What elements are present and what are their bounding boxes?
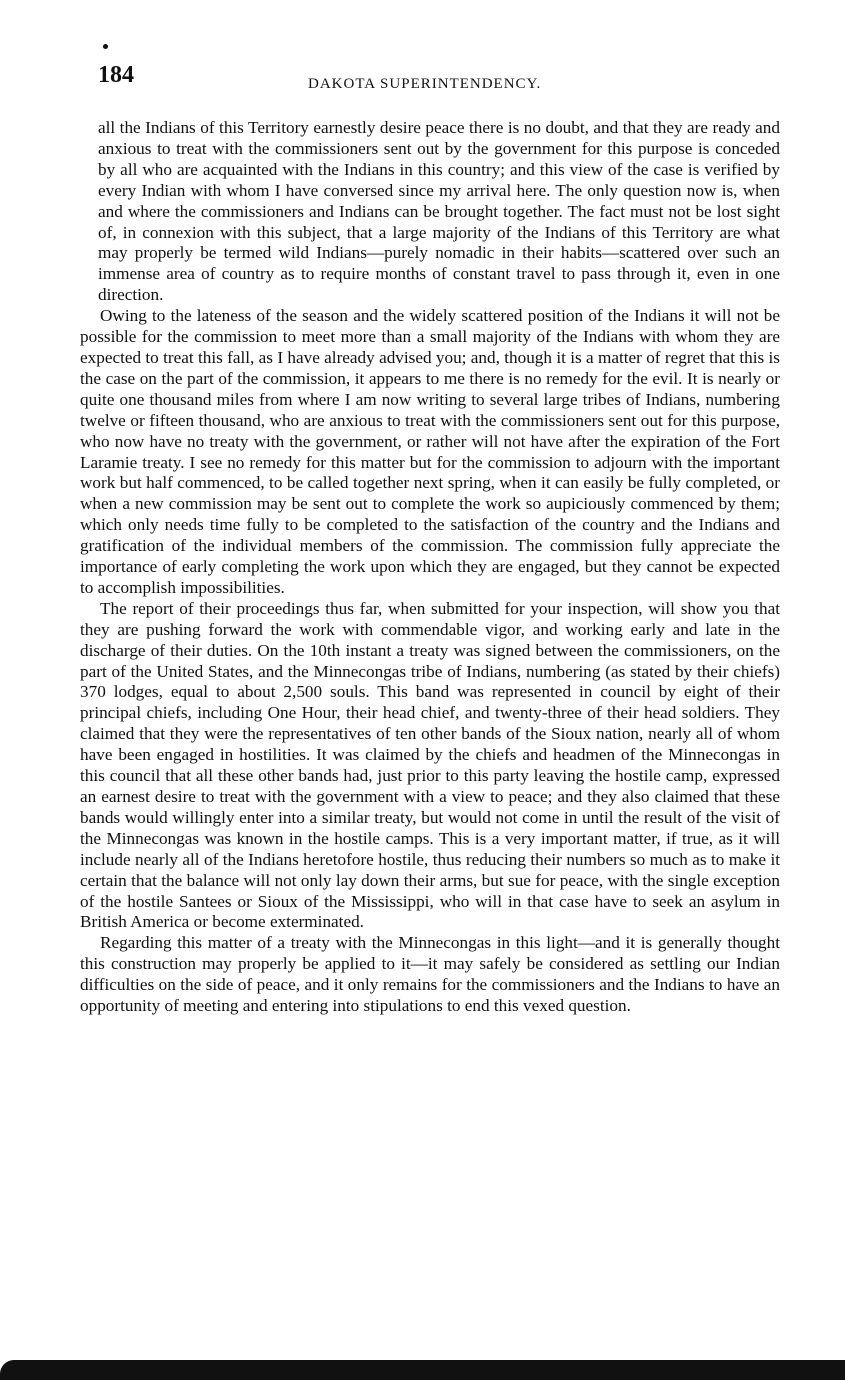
body-text — [80, 118, 780, 1017]
paragraph: The report of their proceedings thus far, when submitted for your inspection, will show you that they are pushing forward the work with commendable vigor, and working early and late in the discharge of their duties. On the 10th instant a treaty was signed between the commissioners, on the part of the United States, and the Minnecongas tribe of Indians, numbering (as stated by their chiefs) 370 lodges, equal to about 2,500 souls. This band was represented in council by eight of their principal chiefs, including One Hour, their head chief, and twenty-three of their head soldiers. They claimed that they were the representatives of ten other bands of the Sioux nation, nearly all of whom have been engaged in hostilities. It was claimed by the chiefs and headmen of the Minnecongas in this council that all these other bands had, just prior to this party leaving the hostile camp, expressed an earnest desire to treat with the government with a view to peace; and they also claimed that these bands would willingly enter into a similar treaty, but would not come in until the result of the visit of the Minnecongas was known in the hostile camps. This is a very important matter, if true, as it will include nearly all of the Indians heretofore hostile, thus reducing their numbers so much as to make it certain that the balance will not only lay down their arms, but sue for peace, with the single exception of the hostile Santees or Sioux of the Mississippi, who will in that case have to seek an asylum in British America or become exterminated. — [80, 598, 780, 932]
running-head: DAKOTA SUPERINTENDENCY. — [308, 76, 542, 92]
page-number: 184 — [98, 62, 134, 88]
paragraph: Owing to the lateness of the season and the widely scattered position of the Indians it will not be possible for the commission to meet more than a small majority of the Indians with whom they are expected to treat this fall, as I have already advised you; and, though it is a matter of regret that this is the case on the part of the commission, it appears to me there is no remedy for the evil. It is nearly or quite one thousand miles from where I am now writing to several large tribes of Indians, numbering twelve or fifteen thousand, who are anxious to treat with the commissioners sent out for this purpose, who now have no treaty with the government, or rather will not have after the expiration of the Fort Laramie treaty. I see no remedy for this matter but for the commission to adjourn with the important work but half commenced, to be called together next spring, when it can easily be fully completed, or when a new commission may be sent out to complete the work so aupiciously commenced by them; which only needs time fully to be completed to the satisfaction of the country and the Indians and gratification of the individual members of the commission. The commission fully appreciate the importance of early completing the work upon which they are engaged, but they cannot be expected to accomplish impossibilities. — [80, 306, 780, 597]
ink-dot — [103, 44, 108, 49]
paragraph: all the Indians of this Territory earnestly desire peace there is no doubt, and that they are ready and anxious to treat with the commissioners sent out by the government for this purpose is conceded by all who are acquainted with the Indians in this country; and this view of the case is verified by every Indian with whom I have conversed since my arrival here. The only question now is, when and where the commissioners and Indians can be brought together. The fact must not be lost sight of, in connexion with this subject, that a large majority of the Indians of this Territory are what may properly be termed wild Indians—purely nomadic in their habits—scattered over such an immense area of country as to require months of constant travel to pass through it, even in one direction. — [98, 118, 780, 305]
page-bottom-edge — [0, 1360, 845, 1380]
page-header — [98, 62, 778, 102]
paragraph: Regarding this matter of a treaty with the Minnecongas in this light—and it is generally thought this construction may properly be applied to it—it may safely be considered as settling our Indian difficulties on the side of peace, and it only remains for the commissioners and the Indians to have an opportunity of meeting and entering into stipulations to end this vexed question. — [80, 933, 780, 1016]
